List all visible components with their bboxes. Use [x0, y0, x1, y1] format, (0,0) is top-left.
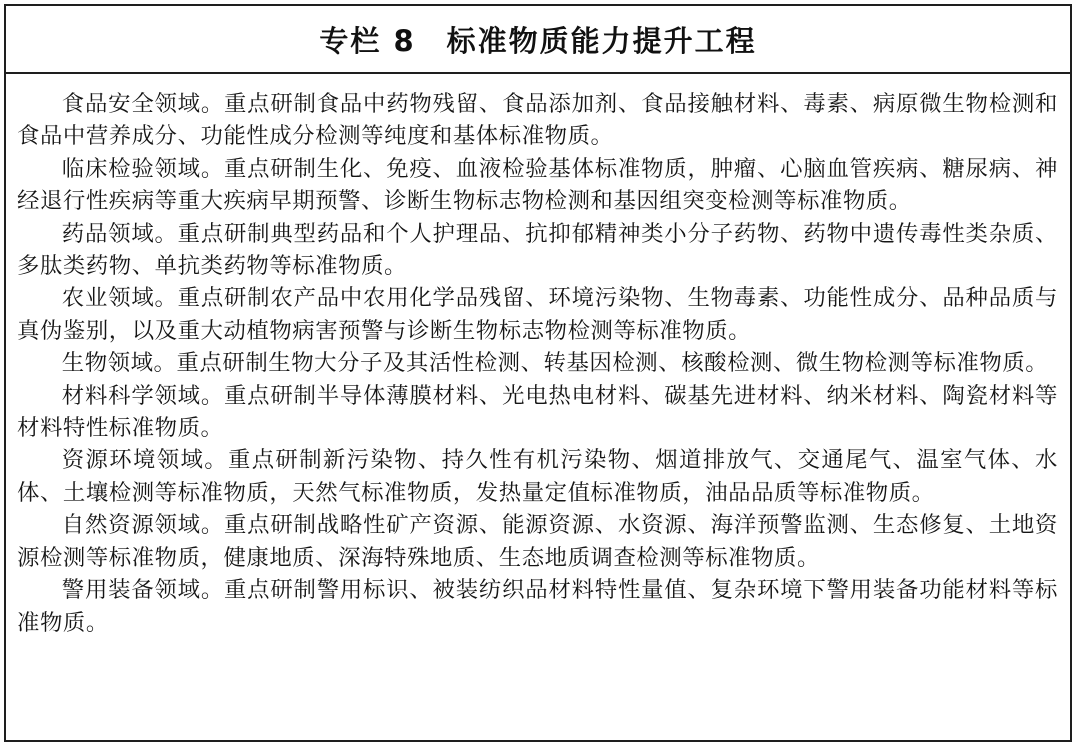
column-box: [4, 4, 1072, 742]
column-title: 专栏 8 标准物质能力提升工程: [319, 23, 757, 58]
paragraph-clinical-testing: 临床检验领域。重点研制生化、免疫、血液检验基体标准物质，肿瘤、心脑血管疾病、糖尿病、神经退行性疾病等重大疾病早期预警、诊断生物标志物检测和基因组突变检测等标准物质。: [17, 155, 1058, 215]
paragraph-pharmaceuticals: 药品领域。重点研制典型药品和个人护理品、抗抑郁精神类小分子药物、药物中遗传毒性类杂质、多肽类药物、单抗类药物等标准物质。: [17, 220, 1058, 280]
paragraph-police-equipment: 警用装备领域。重点研制警用标识、被装纺织品材料特性量值、复杂环境下警用装备功能材料等标准物质。: [17, 577, 1058, 636]
title-bar: [6, 6, 1070, 74]
paragraph-natural-resources: 自然资源领域。重点研制战略性矿产资源、能源资源、水资源、海洋预警监测、生态修复、土地资源检测等标准物质，健康地质、深海特殊地质、生态地质调查检测等标准物质。: [17, 512, 1058, 571]
paragraph-biology: 生物领域。重点研制生物大分子及其活性检测、转基因检测、核酸检测、微生物检测等标准物质。: [61, 350, 1049, 377]
paragraph-food-safety: 食品安全领域。重点研制食品中药物残留、食品添加剂、食品接触材料、毒素、病原微生物检测和食品中营养成分、功能性成分检测等纯度和基体标准物质。: [17, 91, 1058, 150]
paragraph-materials-science: 材料科学领域。重点研制半导体薄膜材料、光电热电材料、碳基先进材料、纳米材料、陶瓷材料等材料特性标准物质。: [17, 382, 1058, 442]
column-body: [6, 74, 1070, 639]
paragraph-agriculture: 农业领域。重点研制农产品中农用化学品残留、环境污染物、生物毒素、功能性成分、品种品质与真伪鉴别，以及重大动植物病害预警与诊断生物标志物检测等标准物质。: [17, 285, 1058, 344]
paragraph-resources-environment: 资源环境领域。重点研制新污染物、持久性有机污染物、烟道排放气、交通尾气、温室气体、水体、土壤检测等标准物质，天然气标准物质，发热量定值标准物质，油品品质等标准物质。: [17, 447, 1058, 506]
